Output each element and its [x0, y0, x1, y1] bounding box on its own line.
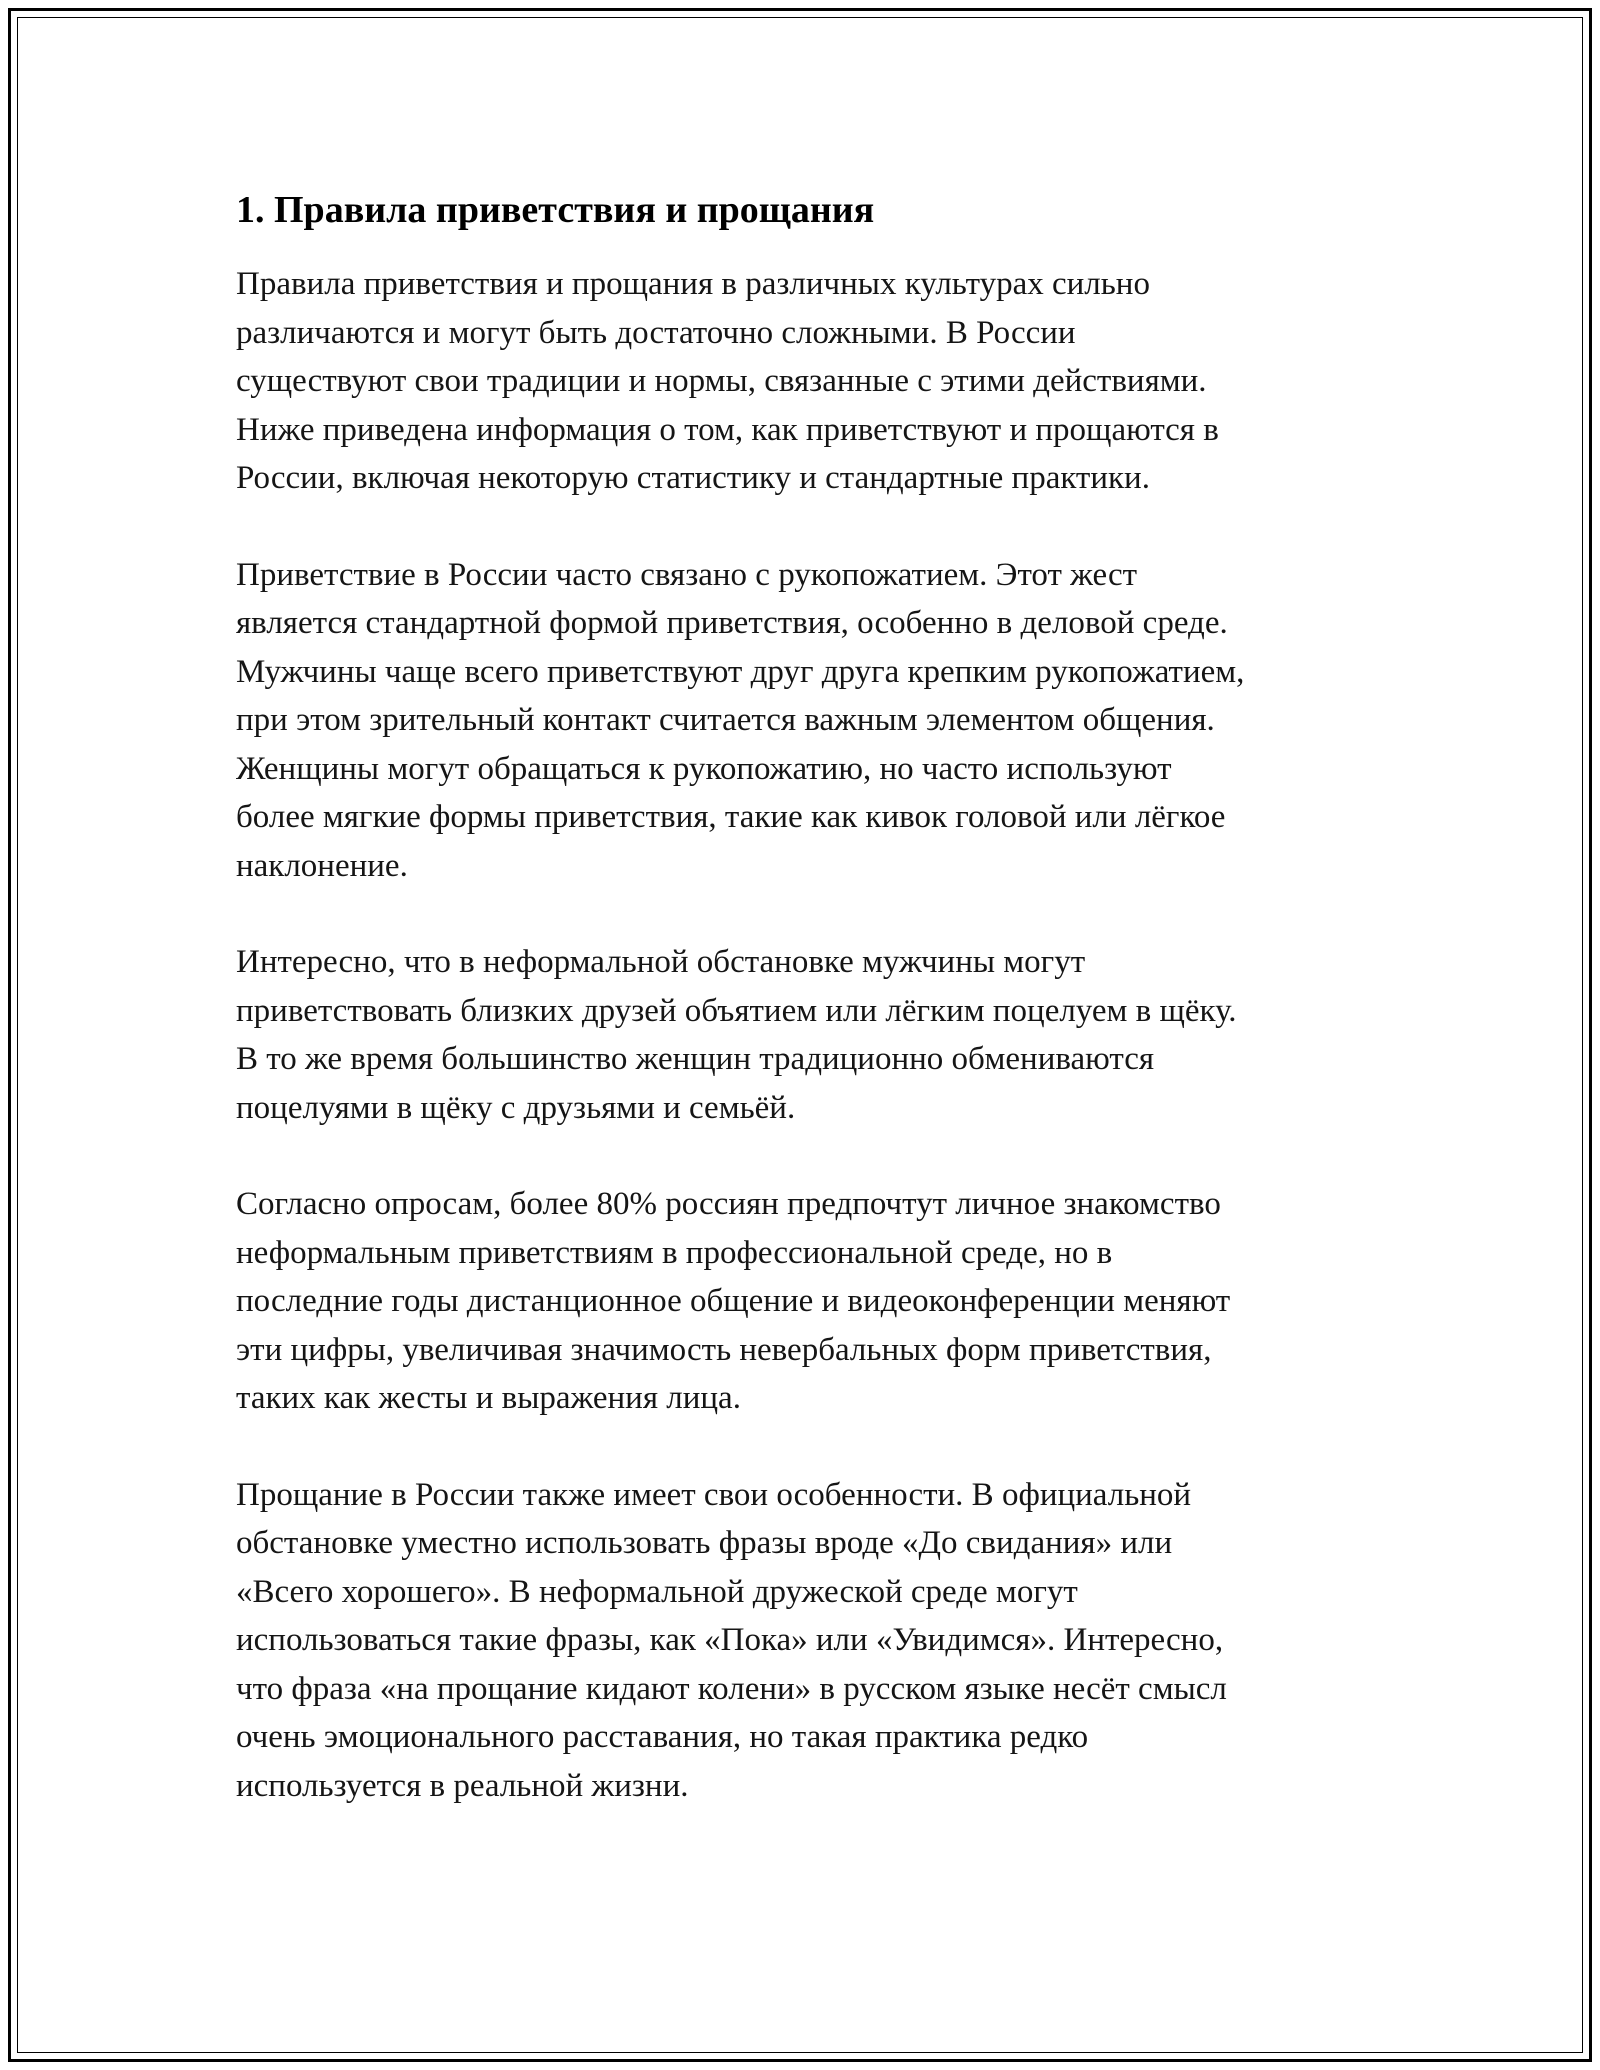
- text-line: «Всего хорошего». В неформальной дружеской среде могут: [236, 1573, 1078, 1610]
- text-line: что фраза «на прощание кидают колени» в русском языке несёт смысл: [236, 1670, 1227, 1707]
- text-line: последние годы дистанционное общение и видеоконференции меняют: [236, 1283, 1231, 1319]
- paragraph-greeting: [236, 551, 1386, 891]
- text-line: использоваться такие фразы, как «Пока» или «Увидимся». Интересно,: [236, 1622, 1224, 1658]
- text-line: Ниже приведена информация о том, как приветствуют и прощаются в: [236, 411, 1219, 448]
- text-line: Интересно, что в неформальной обстановке мужчины могут: [236, 944, 1086, 980]
- text-line: используется в реальной жизни.: [236, 1767, 689, 1804]
- text-line: при этом зрительный контакт считается важным элементом общения.: [236, 702, 1215, 738]
- text-line: Мужчины чаще всего приветствуют друг друга крепким рукопожатием,: [236, 653, 1245, 690]
- text-line: Женщины могут обращаться к рукопожатию, но часто используют: [236, 750, 1172, 787]
- text-line: Прощание в России также имеет свои особенности. В официальной: [236, 1476, 1192, 1513]
- paragraph-intro: [236, 260, 1386, 503]
- text-line: обстановке уместно использовать фразы вроде «До свидания» или: [236, 1525, 1173, 1561]
- paragraph-farewell: [236, 1471, 1386, 1811]
- text-line: приветствовать близких друзей объятием или лёгким поцелуем в щёку.: [236, 992, 1237, 1029]
- text-line: В то же время большинство женщин традиционно обмениваются: [236, 1041, 1155, 1077]
- text-line: наклонение.: [236, 847, 408, 884]
- document-content: [236, 186, 1386, 1858]
- text-line: России, включая некоторую статистику и стандартные практики.: [236, 460, 1150, 496]
- paragraph-statistics: [236, 1180, 1386, 1423]
- paragraph-informal: [236, 938, 1386, 1132]
- text-line: Правила приветствия и прощания в различных культурах сильно: [236, 266, 1150, 302]
- text-line: таких как жесты и выражения лица.: [236, 1380, 741, 1416]
- text-line: эти цифры, увеличивая значимость невербальных форм приветствия,: [236, 1331, 1212, 1368]
- text-line: существуют свои традиции и нормы, связанные с этими действиями.: [236, 363, 1207, 399]
- text-line: более мягкие формы приветствия, такие как кивок головой или лёгкое: [236, 799, 1226, 835]
- text-line: поцелуями в щёку с друзьями и семьёй.: [236, 1089, 796, 1126]
- text-line: различаются и могут быть достаточно сложными. В России: [236, 314, 1076, 351]
- text-line: Согласно опросам, более 80% россиян предпочтут личное знакомство: [236, 1186, 1221, 1222]
- text-line: очень эмоционального расставания, но такая практика редко: [236, 1719, 1089, 1755]
- text-line: является стандартной формой приветствия, особенно в деловой среде.: [236, 605, 1228, 641]
- text-line: Приветствие в России часто связано с рукопожатием. Этот жест: [236, 556, 1138, 593]
- text-line: неформальным приветствиям в профессиональной среде, но в: [236, 1234, 1113, 1271]
- section-heading: 1. Правила приветствия и прощания: [236, 189, 875, 231]
